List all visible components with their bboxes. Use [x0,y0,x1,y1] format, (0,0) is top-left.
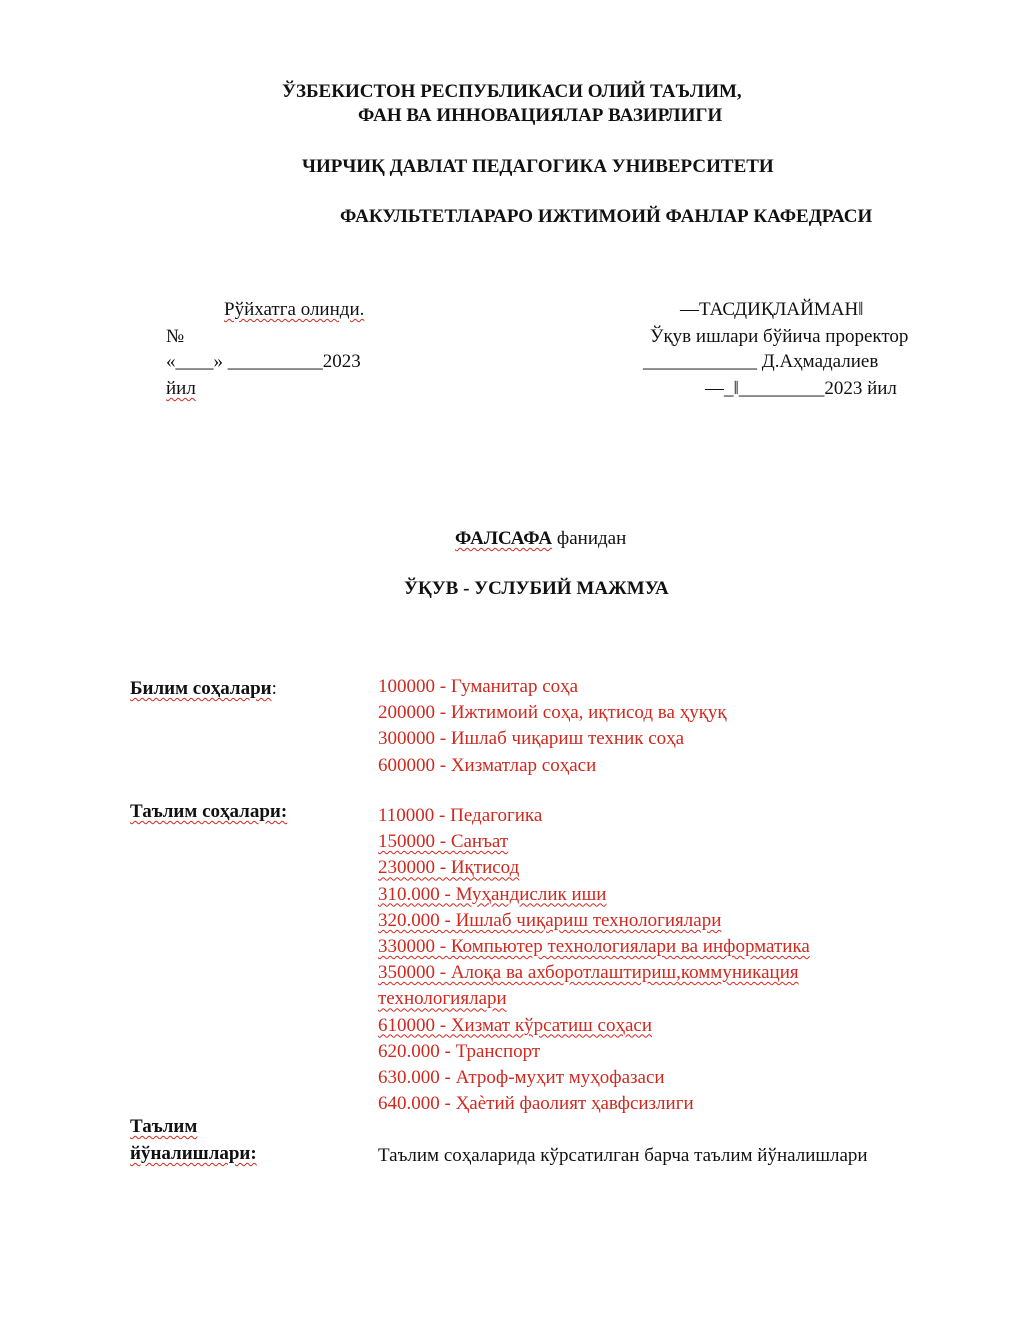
approval-title: ―ТАСДИҚЛАЙМАН‖ [680,299,864,320]
list-item-text: 230000 - Иқтисод [378,857,520,879]
subject-suffix: фанидан [552,528,627,549]
list-item-text: технологиялари [378,988,507,1010]
directions-value: Таълим соҳаларида кўрсатилган барча таълим йўналишлари [378,1145,868,1166]
list-item: 620.000 - Транспорт [378,1040,541,1062]
list-item: 110000 - Педагогика [378,805,543,826]
list-item [378,1013,810,1039]
list-item: 200000 - Ижтимоий соҳа, иқтисод ва ҳуқуқ [378,702,727,724]
education-areas-label-text: Таълим соҳалари: [130,801,288,822]
registration-title-text: Рўйхатга олинди. [224,299,365,320]
subject-line [455,526,626,552]
ministry-line-1: ЎЗБЕКИСТОН РЕСПУБЛИКАСИ ОЛИЙ ТАЪЛИМ, [282,81,742,102]
list-item-text: 610000 - Хизмат кўрсатиш соҳаси [378,1014,652,1036]
education-areas-label [130,799,287,825]
registration-date: «____» __________2023 [166,351,361,372]
ministry-line-2: ФАН ВА ИННОВАЦИЯЛАР ВАЗИРЛИГИ [358,105,723,126]
list-item [378,829,810,855]
education-areas-list [378,803,810,1117]
list-item-text: 310.000 - Муҳандислик иши [378,883,607,905]
list-item-text: 330000 - Компьютер технологиялари ва информатика [378,936,810,958]
list-item: 630.000 - Атроф-муҳит муҳофазаси [378,1067,665,1089]
university-name: ЧИРЧИҚ ДАВЛАТ ПЕДАГОГИКА УНИВЕРСИТЕТИ [302,156,774,177]
list-item [378,882,810,908]
list-item [378,986,810,1012]
list-item-text: 320.000 - Ишлаб чиқариш технологиялари [378,909,722,931]
knowledge-areas-label [130,676,277,702]
list-item-text: 150000 - Санъат [378,831,509,853]
list-item: 600000 - Хизматлар соҳаси [378,754,597,776]
list-item [378,855,810,881]
knowledge-areas-label-text: Билим соҳалари [130,678,272,699]
directions-label-line-1 [130,1114,197,1140]
document-title: ЎҚУВ - УСЛУБИЙ МАЖМУА [404,578,669,599]
approval-signature: ____________ Д.Аҳмадалиев [643,351,879,372]
approval-date: ―_‖_________2023 йил [705,378,897,399]
subject-name: ФАЛСАФА [455,528,553,549]
directions-label-line-1-text: Таълим [130,1116,198,1137]
list-item: 640.000 - Ҳаѐтий фаолият ҳавфсизлиги [378,1093,694,1115]
directions-label-line-2 [130,1141,257,1167]
registration-title [224,297,364,323]
list-item [378,908,810,934]
department-name: ФАКУЛЬТЕТЛАРАРО ИЖТИМОИЙ ФАНЛАР КАФЕДРАСИ [340,206,873,227]
knowledge-areas-colon: : [271,678,277,699]
list-item: 100000 - Гуманитар соҳа [378,676,579,697]
registration-year-text: йил [166,378,196,399]
list-item [378,960,810,986]
registration-year [166,376,196,402]
list-item [378,934,810,960]
approval-position: Ўқув ишлари бўйича проректор [650,326,909,347]
registration-number: № [166,326,185,347]
knowledge-areas-list [378,674,727,779]
directions-label-line-2-text: йўналишлари: [130,1143,257,1164]
list-item: 300000 - Ишлаб чиқариш техник соҳа [378,728,685,750]
list-item-text: 350000 - Алоқа ва ахборотлаштириш,коммуникация [378,962,799,984]
